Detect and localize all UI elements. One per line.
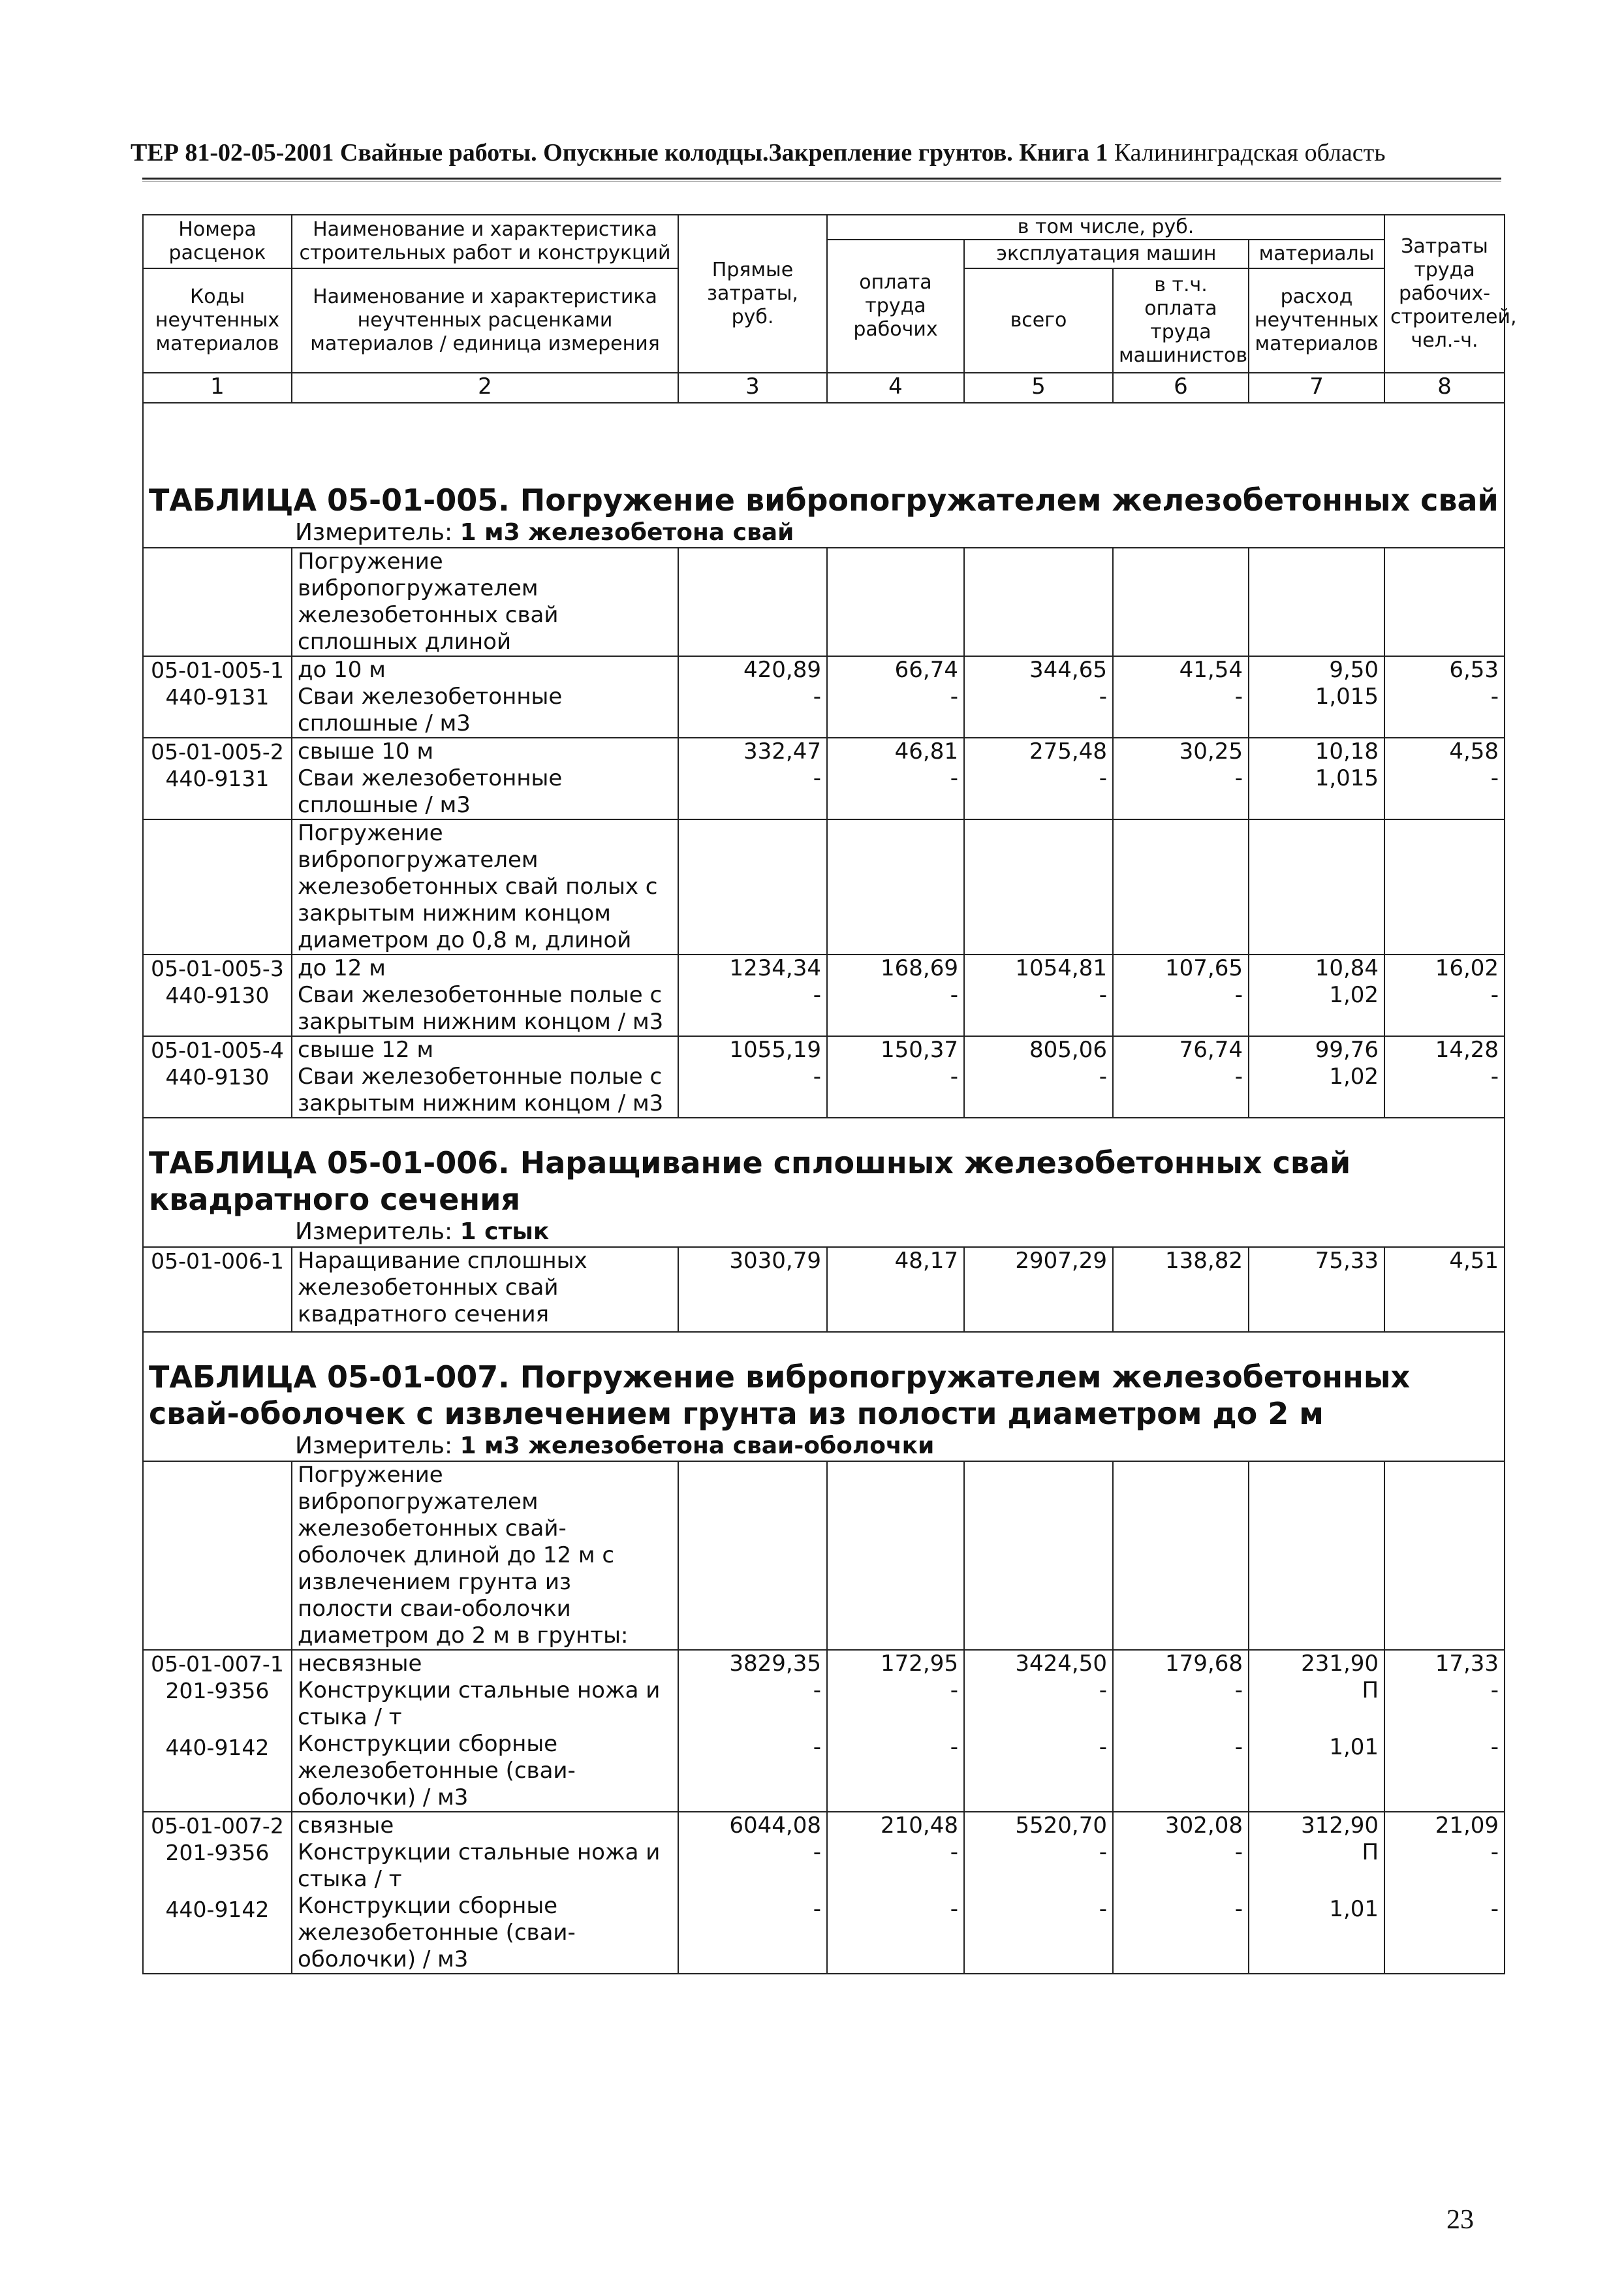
- table-row: 05-01-005-1 440-9131 до 10 м Сваи железобетонные сплошные / м3 420,89 - 66,74 - 344,65 - 41,54 - 9,50 1,015 6,53 -: [143, 656, 1505, 738]
- table-row: 05-01-005-4 440-9130 свыше 12 м Сваи железобетонные полые с закрытым нижним концом / м3 1055,19 - 150,37 - 805,06 - 76,74 - 99,76 1,02 14,28 -: [143, 1036, 1505, 1118]
- col3-header: Прямые затраты, руб.: [678, 215, 827, 373]
- table-006-title: ТАБЛИЦА 05-01-006. Наращивание сплошных железобетонных свай квадратного сечения: [149, 1145, 1351, 1217]
- table-row: 05-01-007-2 201-9356 440-9142 связные Конструкции стальные ножа и стыка / т Конструкции сборные железобетонные (сваи-оболочки) / м3 6044,08 - - 210,48 - - 5520,70 - - 302,08 - - 312,90 П 1,01 21,09 - -: [143, 1812, 1505, 1974]
- materials-header: материалы: [1249, 240, 1384, 268]
- col5-header: всего: [964, 268, 1113, 373]
- col6-header: в т.ч. оплата труда машинистов: [1113, 268, 1249, 373]
- table-005-title: ТАБЛИЦА 05-01-005. Погружение вибропогружателем железобетонных свай: [149, 482, 1499, 518]
- table-row: 05-01-005-2 440-9131 свыше 10 м Сваи железобетонные сплошные / м3 332,47 - 46,81 - 275,48 - 30,25 - 10,18 1,015 4,58 -: [143, 738, 1505, 819]
- table-007-group: Погружение вибропогружателем железобетонных свай-оболочек длиной до 12 м с извлечением грунта из полости сваи-оболочки диаметром до 2 м в грунты:: [143, 1461, 1505, 1650]
- table-007-meter: Измеритель: 1 м3 железобетона сваи-оболочки: [295, 1432, 935, 1459]
- table-005-title-block: [143, 403, 1505, 548]
- table-row: 05-01-006-1 Наращивание сплошных железобетонных свай квадратного сечения 3030,79 48,17 2907,29 138,82 75,33 4,51: [143, 1247, 1505, 1332]
- table-007-title-block: [143, 1332, 1505, 1461]
- region: Калининградская область: [1114, 139, 1386, 166]
- header-rule-thin: [142, 181, 1501, 182]
- table-007-title: ТАБЛИЦА 05-01-007. Погружение вибропогружателем железобетонных свай-оболочек с извлечением грунта из полости диаметром до 2 м: [149, 1359, 1411, 1431]
- header-rule: [142, 178, 1501, 180]
- table-005-meter: Измеритель: 1 м3 железобетона свай: [295, 519, 794, 546]
- table-006-title-block: [143, 1118, 1505, 1247]
- doc-title: Свайные работы. Опускные колодцы.Закрепление грунтов. Книга 1: [339, 139, 1108, 166]
- table-row: 05-01-007-1 201-9356 440-9142 несвязные Конструкции стальные ножа и стыка / т Конструкции сборные железобетонные (сваи-оболочки) / м3 3829,35 - - 172,95 - - 3424,50 - - 179,68 - - 231,90 П 1,01 17,33 - -: [143, 1650, 1505, 1812]
- page-number: 23: [1446, 2205, 1474, 2235]
- col4-header: оплата труда рабочих: [827, 240, 964, 373]
- col7-header: расход неучтенных материалов: [1249, 268, 1384, 373]
- page-header: [131, 138, 1501, 167]
- table-006-meter: Измеритель: 1 стык: [295, 1218, 550, 1245]
- machines-header: эксплуатация машин: [964, 240, 1249, 268]
- table-005-group2: Погружение вибропогружателем железобетонных свай полых с закрытым нижним концом диаметром до 0,8 м, длиной: [143, 819, 1505, 955]
- col2-top: Наименование и характеристика строительных работ и конструкций: [292, 215, 678, 268]
- col2-bottom: Наименование и характеристика неучтенных расценками материалов / единица измерения: [292, 268, 678, 373]
- col8-header: Затраты труда рабочих-строителей, чел.-ч.: [1384, 215, 1505, 373]
- table-005-group1: Погружение вибропогружателем железобетонных свай сплошных длиной: [143, 548, 1505, 656]
- column-numbers: 1 2 3 4 5 6 7 8: [143, 373, 1505, 403]
- price-table: [142, 214, 1517, 1974]
- table-row: 05-01-005-3 440-9130 до 12 м Сваи железобетонные полые с закрытым нижним концом / м3 1234,34 - 168,69 - 1054,81 - 107,65 - 10,84 1,02 16,02 -: [143, 955, 1505, 1036]
- col1-top: Номера расценок: [143, 215, 292, 268]
- col1-bottom: Коды неучтенных материалов: [143, 268, 292, 373]
- doc-code: ТЕР 81-02-05-2001: [131, 139, 334, 166]
- incl-header: в том числе, руб.: [827, 215, 1384, 240]
